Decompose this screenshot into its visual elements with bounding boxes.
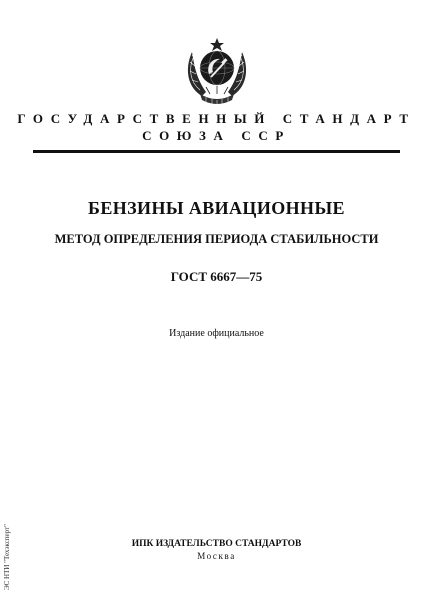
- publisher-name: ИПК ИЗДАТЕЛЬСТВО СТАНДАРТОВ: [131, 539, 302, 549]
- document-title: БЕНЗИНЫ АВИАЦИОННЫЕ: [88, 198, 345, 218]
- ussr-coat-of-arms-icon: [178, 34, 256, 106]
- ussr-heading: СОЮЗА ССР: [142, 128, 291, 143]
- state-standard-heading: ГОСУДАРСТВЕННЫЙ СТАНДАРТ: [17, 111, 416, 126]
- publisher-city: Москва: [197, 551, 236, 561]
- edition-note: Издание официальное: [169, 328, 264, 339]
- header-divider: [33, 150, 400, 153]
- document-subtitle: МЕТОД ОПРЕДЕЛЕНИЯ ПЕРИОДА СТАБИЛЬНОСТИ: [54, 232, 379, 246]
- side-stamp: ЭС НТИ "Техэксперт": [3, 524, 11, 590]
- standard-number: ГОСТ 6667—75: [170, 269, 263, 284]
